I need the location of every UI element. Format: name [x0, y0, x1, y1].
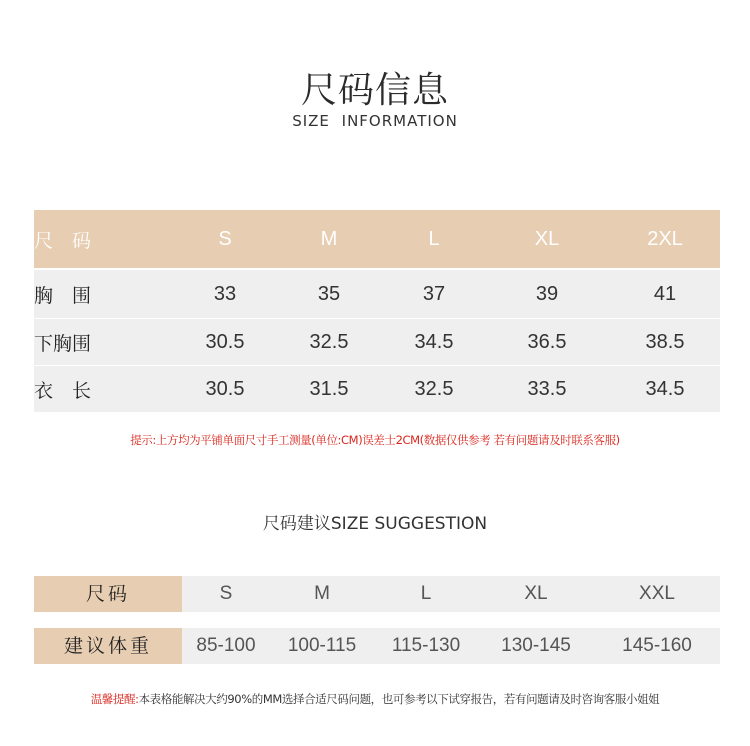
suggestion-weight-label: 建议体重 — [34, 628, 182, 664]
table-row-length — [34, 366, 720, 412]
size-header-m: M — [320, 227, 338, 250]
table-cell: 33 — [213, 282, 237, 305]
suggestion-weight-xl: 130-145 — [501, 635, 571, 656]
table-cell: 30.5 — [205, 377, 245, 400]
suggestion-weight-m: 100-115 — [287, 635, 357, 656]
suggestion-size-label: 尺码 — [34, 576, 182, 612]
table-cell: 33.5 — [527, 377, 567, 400]
suggestion-weight-s: 85-100 — [196, 635, 256, 656]
suggestion-size-m: M — [314, 583, 330, 604]
table-row-bust — [34, 270, 720, 318]
size-table-header-row — [34, 210, 720, 268]
table-cell: 34.5 — [645, 377, 685, 400]
row-label: 胸 围 — [34, 284, 92, 307]
table-cell: 39 — [535, 282, 559, 305]
suggestion-weight-xxl: 145-160 — [622, 635, 692, 656]
row-label: 下胸围 — [34, 332, 92, 355]
size-header-l: L — [428, 227, 440, 250]
table-cell: 32.5 — [414, 377, 454, 400]
suggestion-weight-row — [34, 628, 720, 664]
measurement-notice: 提示:上方均为平铺单面尺寸手工测量(单位:CM)误差士2CM(数据仅供参考 若有问题请及时联系客服) — [130, 433, 620, 447]
suggestion-size-s: S — [219, 583, 233, 604]
suggestion-weight-l: 115-130 — [391, 635, 461, 656]
size-header-s: S — [218, 227, 232, 250]
page-subtitle: SIZE INFORMATION — [292, 112, 458, 130]
table-cell: 36.5 — [527, 330, 567, 353]
size-table — [34, 210, 720, 412]
table-cell: 37 — [422, 282, 446, 305]
suggestion-title: 尺码建议SIZE SUGGESTION — [262, 514, 488, 534]
warm-tip-key: 温馨提醒: — [90, 692, 139, 706]
suggestion-size-row — [34, 576, 720, 612]
warm-tip-text: 本表格能解决大约90%的MM选择合适尺码问题，也可参考以下试穿报告，若有问题请及时咨询客服小姐姐 — [138, 692, 660, 706]
table-cell: 41 — [653, 282, 677, 305]
table-cell: 31.5 — [309, 377, 349, 400]
table-cell: 38.5 — [645, 330, 685, 353]
size-header-xl: XL — [534, 227, 560, 250]
page-title: 尺码信息 — [300, 70, 449, 111]
table-cell: 32.5 — [309, 330, 349, 353]
row-label: 衣 长 — [34, 379, 92, 402]
suggestion-size-l: L — [420, 583, 432, 604]
warm-tip — [0, 691, 750, 707]
table-row-underbust — [34, 319, 720, 365]
suggestion-size-xl: XL — [524, 583, 548, 604]
size-header-2xl: 2XL — [647, 227, 683, 250]
table-cell: 35 — [317, 282, 341, 305]
table-cell: 34.5 — [414, 330, 454, 353]
suggestion-size-xxl: XXL — [639, 583, 675, 604]
size-header-label: 尺 码 — [34, 229, 92, 252]
table-cell: 30.5 — [205, 330, 245, 353]
